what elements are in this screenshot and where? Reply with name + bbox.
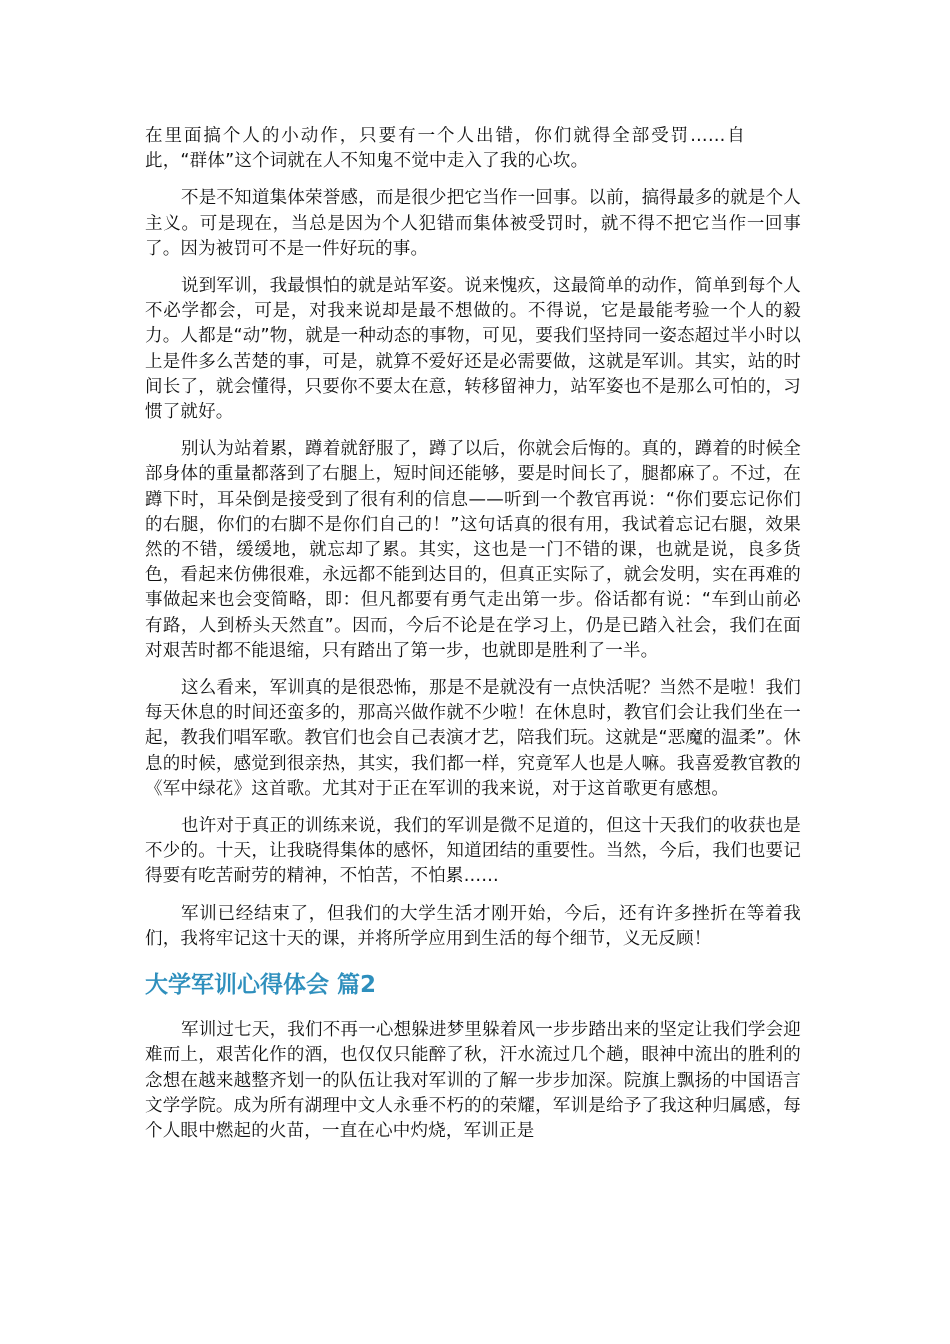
paragraph-5: 这么看来，军训真的是很恐怖，那是不是就没有一点快活呢？当然不是啦！我们每天休息的时间还蛮多的，那高兴做作就不少啦！在休息时，教官们会让我们坐在一起，教我们唱军歌。教官们也会自己表演才艺，陪我们玩。这就是“恶魔的温柔”。休息的时候，感觉到很亲热，其实，我们都一样，究竟军人也是人嘛。我喜爱教官教的《军中绿花》这首歌。尤其对于正在军训的我来说，对于这首歌更有感想。 bbox=[145, 678, 801, 799]
paragraph-8: 军训过七天，我们不再一心想躲进梦里躲着风一步步踏出来的坚定让我们学会迎难而上，艰苦化作的酒，也仅仅只能醉了秋，汗水流过几个趟，眼神中流出的胜利的念想在越来越整齐划一的队伍让我对军训的了解一步步加深。院旗上飘扬的中国语言文学学院。成为所有湖理中文人永垂不朽的的荣耀，军训是给予了我这种归属感，每个人眼中燃起的火苗，一直在心中灼烧，军训正是 bbox=[145, 1020, 801, 1141]
section-heading: 大学军训心得体会 篇2 bbox=[145, 972, 377, 999]
document-page bbox=[145, 124, 801, 1156]
paragraph-6: 也许对于真正的训练来说，我们的军训是微不足道的，但这十天我们的收获也是不少的。十天，让我晓得集体的感怀，知道团结的重要性。当然，今后，我们也要记得要有吃苦耐劳的精神，不怕苦，不怕累…… bbox=[145, 816, 801, 887]
paragraph-7: 军训已经结束了，但我们的大学生活才刚开始，今后，还有许多挫折在等着我们，我将牢记这十天的课，并将所学应用到生活的每个细节，义无反顾！ bbox=[145, 903, 801, 949]
paragraph-3: 说到军训，我最惧怕的就是站军姿。说来愧疚，这最简单的动作，简单到每个人不必学都会，可是，对我来说却是最不想做的。不得说，它是最能考验一个人的毅力。人都是“动”物，就是一种动态的事物，可见，要我们坚持同一姿态超过半小时以上是件多么苦楚的事，可是，就算不爱好还是必需要做，这就是军训。其实，站的时间长了，就会懂得，只要你不要太在意，转移留神力，站军姿也不是那么可怕的，习惯了就好。 bbox=[145, 276, 801, 423]
paragraph-4: 别认为站着累，蹲着就舒服了，蹲了以后，你就会后悔的。真的，蹲着的时候全部身体的重量都落到了右腿上，短时间还能够，要是时间长了，腿都麻了。不过，在蹲下时，耳朵倒是接受到了很有利的信息——听到一个教官再说：“你们要忘记你们的右腿，你们的右脚不是你们自己的！”这句话真的很有用，我试着忘记右腿，效果然的不错，缓缓地，就忘却了累。其实，这也是一门不错的课，也就是说，良多货色，看起来仿佛很难，永远都不能到达目的，但真正实际了，就会发明，实在再难的事做起来也会变简略，即：但凡都要有勇气走出第一步。俗话都有说：“车到山前必有路，人到桥头天然直”。因而，今后不论是在学习上，仍是已踏入社会，我们在面对艰苦时都不能退缩，只有踏出了第一步，也就即是胜利了一半。 bbox=[145, 439, 801, 661]
paragraph-1: 在里面搞个人的小动作，只要有一个人出错，你们就得全部受罚……自此，“群体”这个词就在人不知鬼不觉中走入了我的心坎。 bbox=[145, 126, 745, 172]
paragraph-2: 不是不知道集体荣誉感，而是很少把它当作一回事。以前，搞得最多的就是个人主义。可是现在，当总是因为个人犯错而集体被受罚时，就不得不把它当作一回事了。因为被罚可不是一件好玩的事。 bbox=[145, 188, 801, 259]
